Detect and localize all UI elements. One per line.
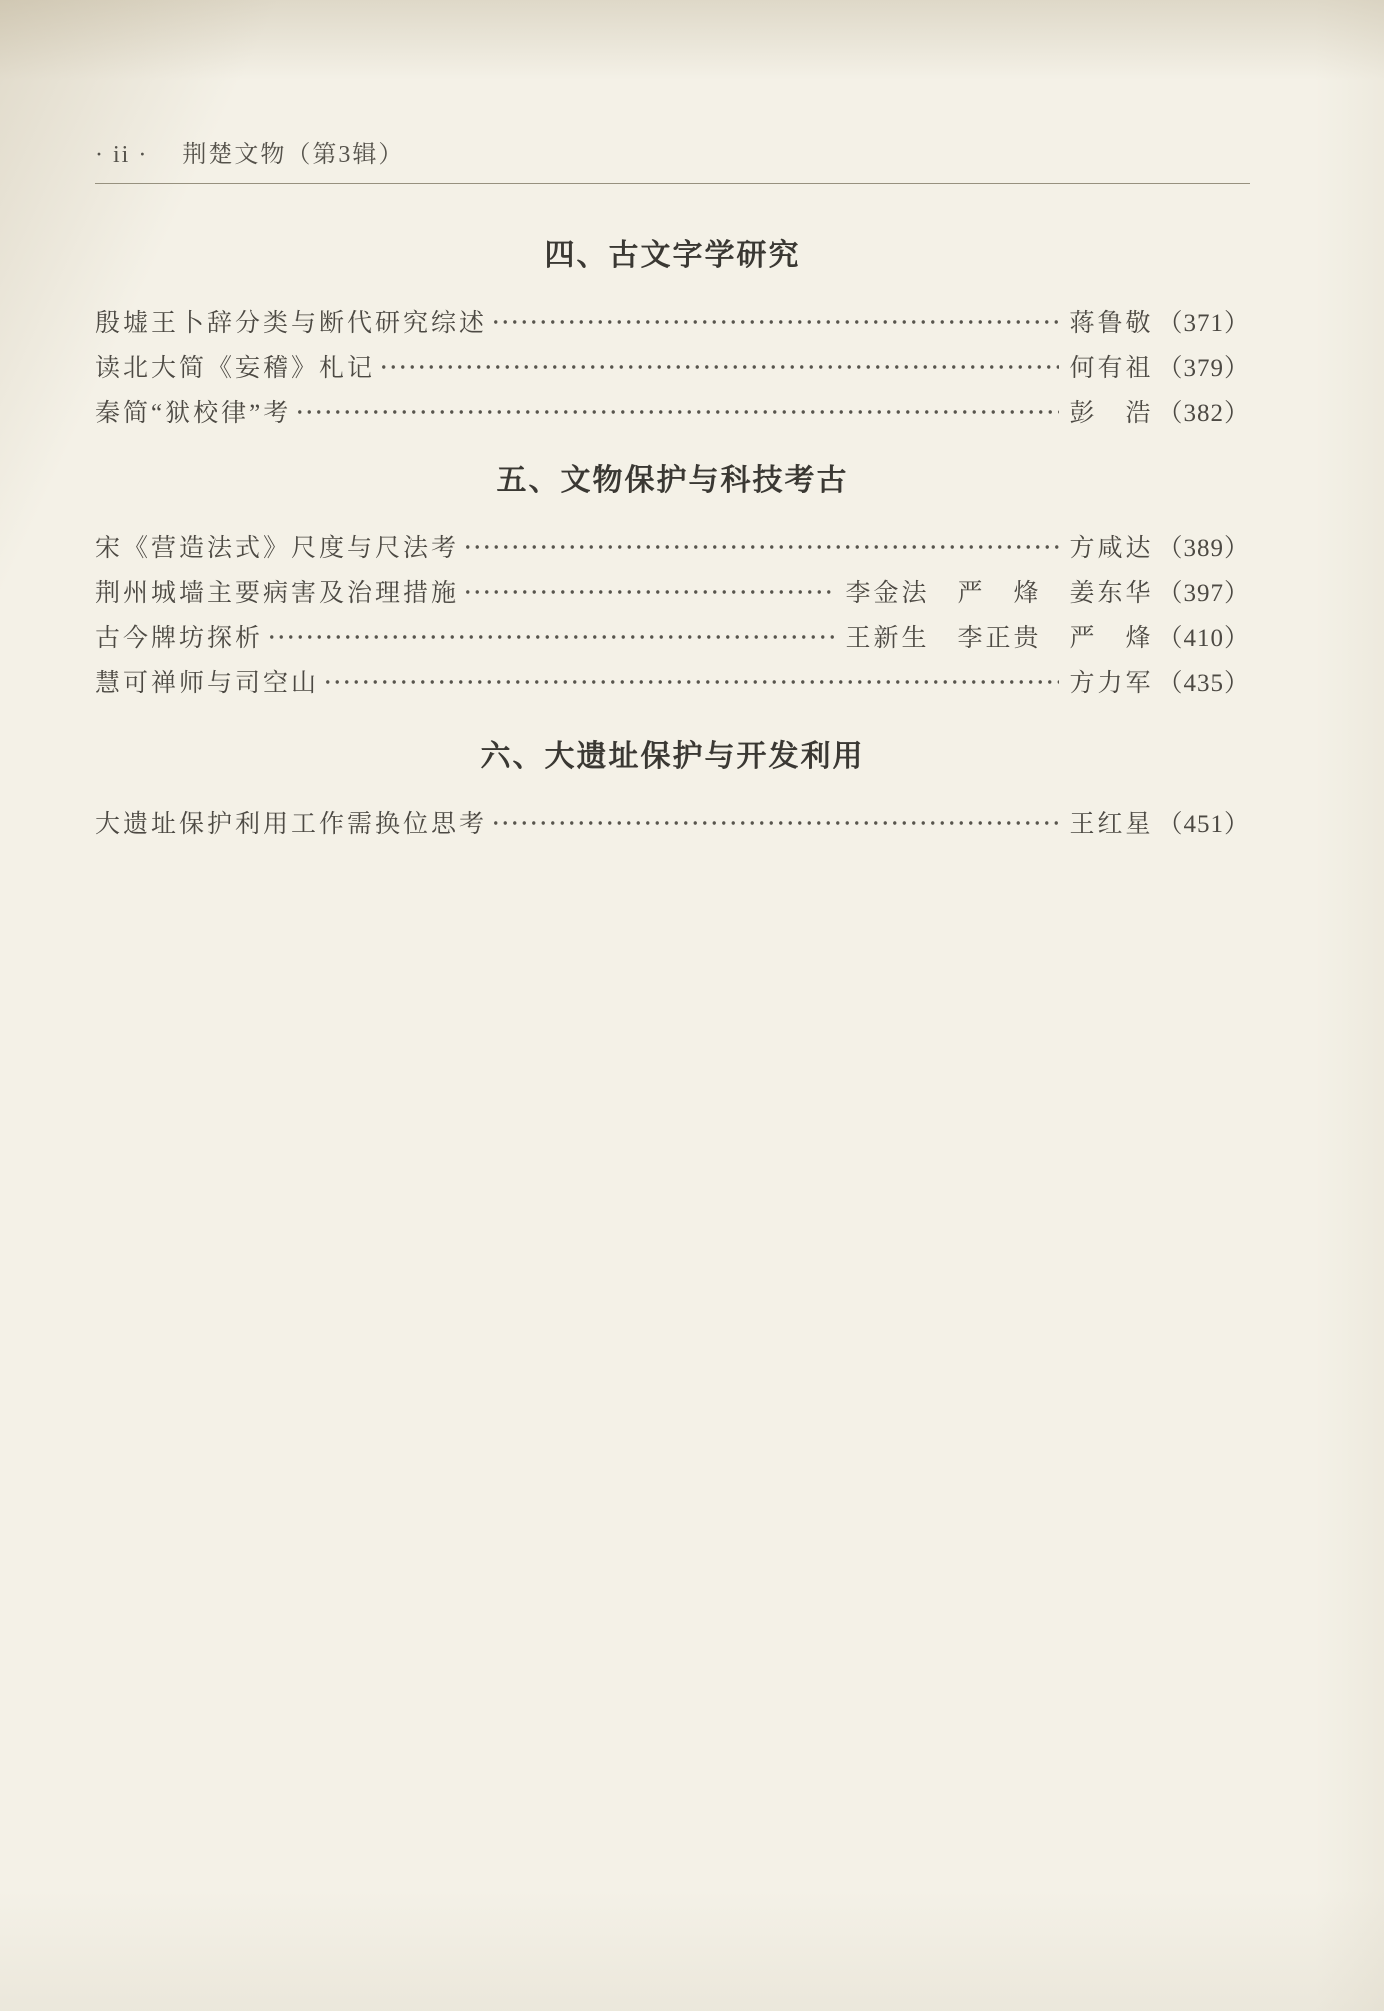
section-heading-4: 四、古文字学研究: [544, 238, 801, 273]
entry-authors: 王红星: [1069, 810, 1154, 838]
toc-entry: [95, 298, 1250, 343]
entry-title: 秦简“狱校律”考: [95, 399, 292, 427]
dot-leader: [461, 568, 835, 613]
toc-entry: [95, 388, 1250, 433]
dot-leader: [321, 658, 1059, 703]
toc-section-5: [95, 523, 1250, 703]
entry-title: 殷墟王卜辞分类与断代研究综述: [95, 309, 488, 337]
folio-page-number: · ii ·: [95, 142, 149, 168]
dot-leader: [293, 388, 1059, 433]
entry-authors: 何有祖: [1069, 354, 1154, 382]
toc-entry: [95, 523, 1250, 568]
section-heading-5: 五、文物保护与科技考古: [496, 463, 849, 498]
dot-leader: [489, 799, 1059, 844]
entry-authors: 方咸达: [1069, 534, 1154, 562]
entry-page-number: （379）: [1157, 354, 1250, 382]
entry-title: 慧可禅师与司空山: [95, 669, 320, 697]
entry-page-number: （451）: [1157, 810, 1250, 838]
dot-leader: [265, 613, 835, 658]
section-heading-6: 六、大遗址保护与开发利用: [480, 739, 865, 774]
toc-entry: [95, 658, 1250, 703]
toc-content: [95, 0, 1250, 844]
entry-title: 读北大简《妄稽》札记: [95, 354, 376, 382]
entry-page-number: （371）: [1157, 309, 1250, 337]
entry-authors: 方力军: [1069, 669, 1154, 697]
entry-authors: 李金法 严 烽 姜东华: [845, 579, 1154, 607]
toc-entry: [95, 613, 1250, 658]
toc-entry: [95, 568, 1250, 613]
toc-entry: [95, 799, 1250, 844]
entry-title: 荆州城墙主要病害及治理措施: [95, 579, 460, 607]
entry-page-number: （435）: [1157, 669, 1250, 697]
toc-section-6: [95, 799, 1250, 844]
entry-page-number: （397）: [1157, 579, 1250, 607]
entry-title: 古今牌坊探析: [95, 624, 264, 652]
entry-authors: 蒋鲁敬: [1069, 309, 1154, 337]
entry-authors: 彭 浩: [1069, 399, 1154, 427]
entry-title: 大遗址保护利用工作需换位思考: [95, 810, 488, 838]
book-title: 荆楚文物（第3辑）: [182, 142, 405, 168]
dot-leader: [377, 343, 1059, 388]
toc-entry: [95, 343, 1250, 388]
entry-page-number: （410）: [1157, 624, 1250, 652]
entry-page-number: （389）: [1157, 534, 1250, 562]
entry-title: 宋《营造法式》尺度与尺法考: [95, 534, 460, 562]
dot-leader: [489, 298, 1059, 343]
entry-page-number: （382）: [1157, 399, 1250, 427]
header-rule: [95, 183, 1250, 184]
dot-leader: [461, 523, 1059, 568]
running-header: [95, 141, 1250, 169]
entry-authors: 王新生 李正贵 严 烽: [845, 624, 1154, 652]
toc-section-4: [95, 298, 1250, 433]
